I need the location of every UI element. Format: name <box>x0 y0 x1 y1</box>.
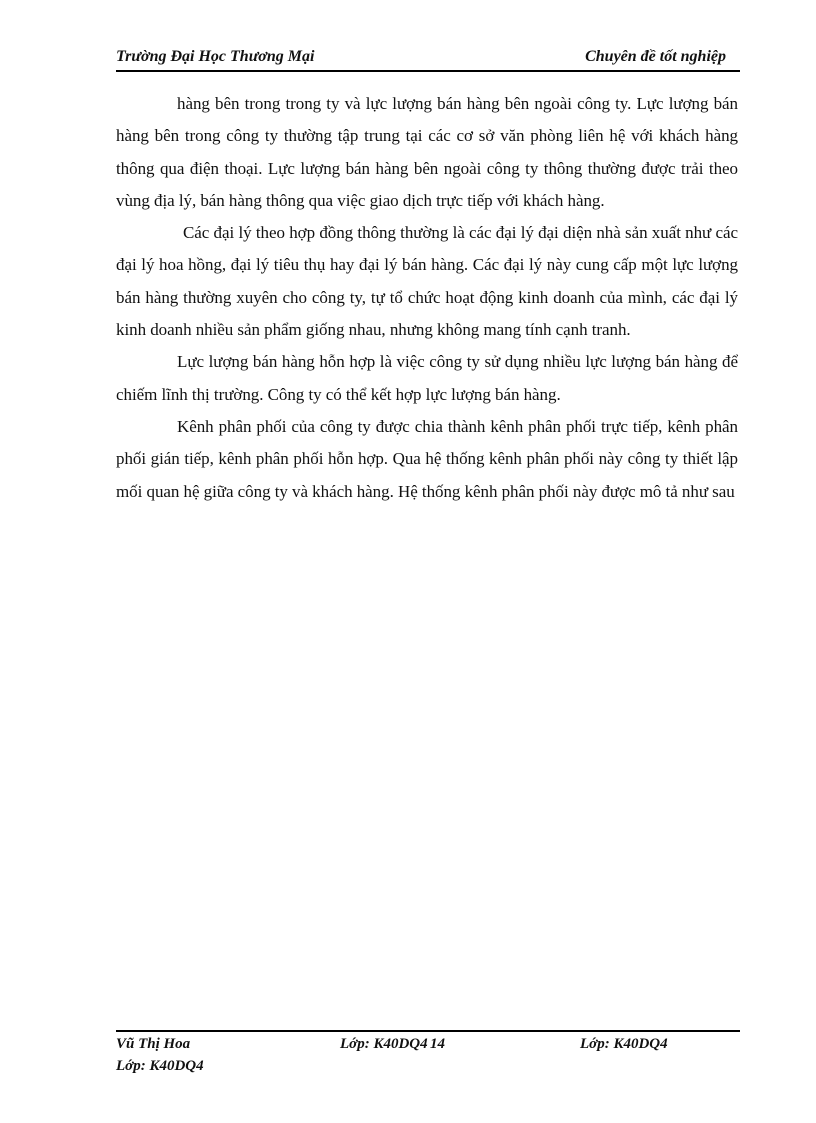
header-document-type: Chuyên đề tốt nghiệp <box>585 48 726 65</box>
footer-class-label-second-line: Lớp: K40DQ4 <box>116 1058 204 1074</box>
footer-author: Vũ Thị Hoa <box>116 1036 191 1052</box>
body-paragraph-2: Các đại lý theo hợp đồng thông thường là các đại lý đại diện nhà sản xuất như các đại lý hoa hồng, đại lý tiêu thụ hay đại lý bán hàng. Các đại lý này cung cấp một lực lượng bán hàng thường xuyên cho công ty, tự tổ chức hoạt động kinh doanh của mình, các đại lý kinh doanh nhiều sản phẩm giống nhau, nhưng không mang tính cạnh tranh. <box>116 223 738 340</box>
page-number: 14 <box>430 1036 445 1052</box>
body-paragraph-3: Lực lượng bán hàng hỗn hợp là việc công ty sử dụng nhiều lực lượng bán hàng để chiếm lĩnh thị trường. Công ty có thể kết hợp lực lượng bán hàng. <box>116 352 738 404</box>
footer-class-label-right: Lớp: K40DQ4 <box>580 1036 668 1052</box>
page-header <box>116 46 740 72</box>
footer-class-label: Lớp: K40DQ4 <box>340 1036 428 1052</box>
page-body <box>116 88 738 508</box>
header-school-name: Trường Đại Học Thương Mại <box>116 48 315 65</box>
body-paragraph-1: hàng bên trong trong ty và lực lượng bán hàng bên ngoài công ty. Lực lượng bán hàng bên trong công ty thường tập trung tại các cơ sở văn phòng liên hệ với khách hàng thông qua điện thoại. Lực lượng bán hàng bên ngoài công ty thông thường được trải theo vùng địa lý, bán hàng thông qua việc giao dịch trực tiếp với khách hàng. <box>116 94 738 210</box>
body-paragraph-4: Kênh phân phối của công ty được chia thành kênh phân phối trực tiếp, kênh phân phối gián tiếp, kênh phân phối hỗn hợp. Qua hệ thống kênh phân phối này công ty thiết lập mối quan hệ giữa công ty và khách hàng. Hệ thống kênh phân phối này được mô tả như sau <box>116 416 738 501</box>
footer-divider <box>116 1030 740 1032</box>
